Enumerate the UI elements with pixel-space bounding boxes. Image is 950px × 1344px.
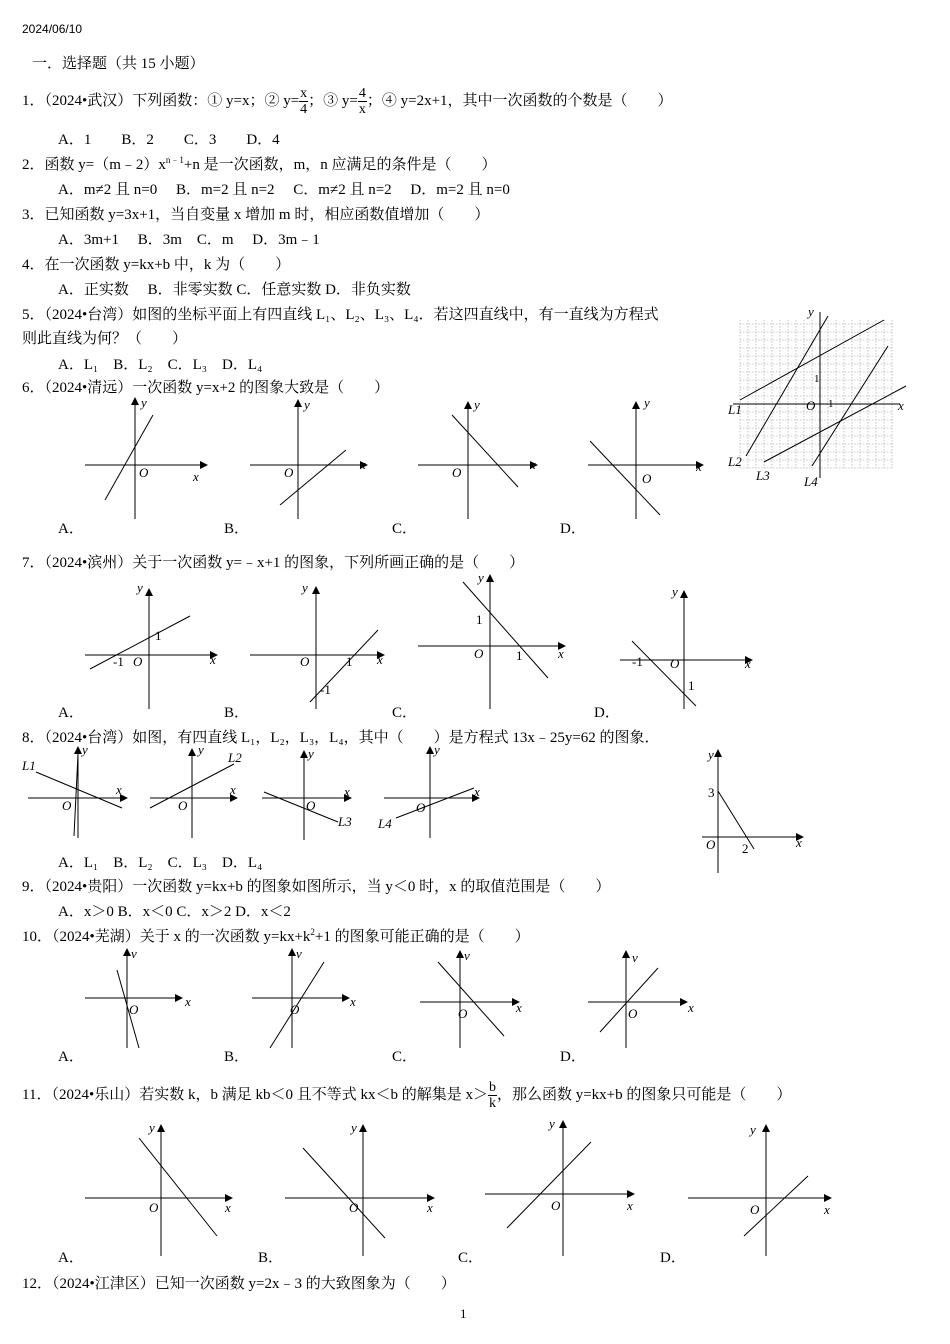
svg-text:y: y [708,747,714,762]
svg-text:x: x [474,784,480,799]
svg-text:y: y [644,395,650,410]
q7-graph-a [85,582,230,710]
q1-stem-b: ；③ y= [308,92,358,109]
q9-options: A．x＞0 B．x＜0 C．x＞2 D．x＜2 [58,904,291,920]
svg-text:L3: L3 [338,814,352,829]
svg-text:x: x [796,835,802,850]
q1-stem-a: 1．（2024•武汉）下列函数：① y=x；② y= [22,92,300,109]
svg-text:O: O [62,798,72,813]
svg-text:x: x [530,457,536,472]
svg-text:v: v [131,946,137,961]
q5-origin: O [806,398,816,413]
q11-graph-b [285,1118,445,1258]
q8-graph-L4 [378,744,488,839]
svg-text:v: v [464,948,470,963]
question-10: 10．（2024•芜湖）关于 x 的一次函数 $y=kx+k^2+1$ 的图象可能正确的是（ ） [22,927,530,945]
question-12: 12．（2024•江津区）已知一次函数 y=2x﹣3 的大致图象为（ ） [22,1276,456,1292]
svg-text:x: x [193,469,199,484]
question-7: 7．（2024•滨州）关于一次函数 y=﹣x+1 的图象，下列所画正确的是（ ） [22,555,525,571]
svg-text:O: O [628,1006,638,1021]
svg-text:v: v [296,946,302,961]
q6-label-a: A． [58,521,84,537]
svg-text:L4: L4 [378,816,392,831]
svg-text:O: O [349,1200,359,1215]
svg-text:O: O [139,465,149,480]
svg-text:y: y [750,1122,756,1137]
q5-line-L3 [764,386,906,462]
svg-text:y: y [478,570,484,585]
svg-text:O: O [670,656,680,671]
q9-graph [696,745,811,875]
svg-text:x: x [350,994,356,1009]
svg-text:L2: L2 [228,750,242,765]
q6-label-b: B． [224,521,250,537]
q9-x-intercept: 2 [742,841,749,856]
svg-text:y: y [82,742,88,757]
q10-label-b: B． [224,1049,250,1065]
q11-label-c: C． [458,1250,484,1266]
q5-label-L4: L4 [804,474,818,489]
svg-text:y: y [304,397,310,412]
svg-text:1: 1 [516,648,523,663]
svg-text:O: O [458,1006,468,1021]
q11-label-d: D． [660,1250,686,1266]
svg-text:y: y [198,742,204,757]
q1-options: A．1 B．2 C．3 D．4 [58,132,280,148]
q7-graph-b [250,582,395,710]
question-9: 9．（2024•贵阳）一次函数 y=kx+b 的图象如图所示，当 y＜0 时，x 的取值范围是（ ） [22,879,611,895]
svg-text:y: y [474,397,480,412]
q1-fraction-1: $\frac{x}{4}$ [300,86,308,117]
svg-text:O: O [133,654,143,669]
svg-text:x: x [516,1000,522,1015]
q11-fraction: $\frac{b}{k}$ [488,1080,496,1111]
q10-graph-c [418,944,533,1052]
q1-fraction-2: $\frac{4}{x}$ [358,86,366,117]
q6-graph-a [85,395,215,520]
question-11: 11．（2024•乐山）若实数 k，b 满足 kb＜0 且不等式 kx＜b 的解集是 x＞ $\frac{b}{k}$ ，那么函数 y=kx+b 的图象只可能是（ ） [22,1080,792,1111]
svg-text:y: y [141,395,147,410]
svg-text:-1: -1 [320,682,331,697]
svg-text:O: O [290,1002,300,1017]
q10-graph-d [588,944,703,1052]
q6-graph-c [418,395,548,520]
q5-y-label: y [808,304,814,319]
svg-text:O: O [178,798,188,813]
svg-text:1: 1 [688,678,695,693]
svg-text:x: x [225,1200,231,1215]
svg-text:-1: -1 [113,654,124,669]
svg-text:y: y [351,1120,357,1135]
q4-options: A．正实数 B．非零实数 C．任意实数 D．非负实数 [58,282,411,298]
svg-text:x: x [627,1198,633,1213]
question-2: 2．函数 $y=(m﹣2)x^{n﹣1}+n$ 是一次函数，m，n 应满足的条件是（ ） [22,155,497,173]
q5-options: A．L₁ B．L₂ C．L₃ D．L₄ [58,357,263,373]
svg-text:O: O [149,1200,159,1215]
question-5: 5．（2024•台湾）如图的坐标平面上有四直线 L₁、L₂、L₃、L₄．若这四直线中，有一直线为方程式 [22,307,659,323]
q7-label-b: B． [224,705,250,721]
q8-graph-L1 [22,744,132,839]
q5-label-L2: L2 [728,454,742,469]
svg-text:O: O [551,1198,561,1213]
question-4: 4．在一次函数 y=kx+b 中，k 为（ ） [22,257,291,273]
svg-text:y: y [434,742,440,757]
svg-text:x: x [185,994,191,1009]
q7-graph-d [620,586,765,710]
svg-text:x: x [745,656,751,671]
q2-options: A．m≠2 且 n=0 B．m=2 且 n=2 C．m≠2 且 n=2 D．m=2 且 n=0 [58,182,510,198]
q5-stem-2: 则此直线为何？（ ） [22,331,188,347]
svg-text:x: x [558,646,564,661]
q5-x-label: x [898,398,904,413]
svg-text:x: x [360,457,366,472]
svg-text:y: y [672,584,678,599]
q5-label-L1: L1 [728,402,742,417]
q7-label-a: A． [58,705,84,721]
svg-text:v: v [632,950,638,965]
svg-text:y: y [549,1116,555,1131]
q5-tick-1y: 1 [814,373,820,385]
svg-text:L1: L1 [22,758,36,773]
svg-text:O: O [642,471,652,486]
svg-text:y: y [149,1120,155,1135]
q5-grid [740,320,892,468]
svg-text:O: O [300,654,310,669]
q10-label-c: C． [392,1049,418,1065]
header-date: 2024/06/10 [22,22,83,36]
svg-text:y: y [302,580,308,595]
svg-text:O: O [474,646,484,661]
q5-line-L4 [812,346,888,466]
svg-text:1: 1 [155,628,162,643]
q10-label-d: D． [560,1049,586,1065]
q5-line-L2 [746,316,828,456]
question-8: 8．（2024•台湾）如图，有四直线 L₁，L₂，L₃，L₄，其中（ ）是方程式 13x﹣25y=62 的图象． [22,730,660,746]
section-title: 一．选择题（共 15 小题） [32,56,205,72]
svg-text:x: x [688,1000,694,1015]
question-1 [22,86,673,117]
q11-label-a: A． [58,1250,84,1266]
svg-text:x: x [824,1202,830,1217]
q7-label-d: D． [594,705,620,721]
svg-text:x: x [696,459,702,474]
svg-text:x: x [210,652,216,667]
q6-graph-b [250,395,380,520]
q11-graph-a [85,1118,245,1258]
q5-grid-graph [728,304,908,489]
q11-graph-c [485,1114,645,1258]
q8-graph-L2 [148,744,248,839]
q5-label-L3: L3 [756,468,770,483]
svg-text:y: y [137,580,143,595]
q6-label-c: C． [392,521,418,537]
svg-text:O: O [129,1002,139,1017]
q11-label-b: B． [258,1250,284,1266]
q10-graph-a [85,944,200,1052]
q7-label-c: C． [392,705,418,721]
page-number: 1 [460,1306,467,1321]
q6-graph-d [588,395,718,520]
q10-graph-b [250,944,365,1052]
q8-graph-L3 [262,748,362,843]
q7-graph-c [418,568,578,710]
svg-text:O: O [416,800,426,815]
svg-text:x: x [344,784,350,799]
svg-text:x: x [377,652,383,667]
svg-text:x: x [427,1200,433,1215]
q10-label-a: A． [58,1049,84,1065]
question-6: 6．（2024•清远）一次函数 y=x+2 的图象大致是（ ） [22,380,390,396]
svg-text:O: O [284,465,294,480]
svg-text:O: O [452,465,462,480]
q6-label-d: D． [560,521,586,537]
question-3: 3．已知函数 y=3x+1，当自变量 x 增加 m 时，相应函数值增加（ ） [22,207,490,223]
svg-text:1: 1 [346,654,353,669]
svg-text:1: 1 [476,612,483,627]
q3-options: A．3m+1 B．3m C．m D．3m﹣1 [58,232,320,248]
q1-stem-c: ；④ y=2x+1，其中一次函数的个数是（ ） [366,92,673,109]
svg-text:y: y [308,746,314,761]
svg-text:x: x [116,782,122,797]
svg-text:-1: -1 [632,654,643,669]
svg-text:x: x [230,782,236,797]
q11-graph-d [688,1118,848,1258]
svg-text:O: O [706,837,716,852]
q5-tick-1x: 1 [828,398,834,410]
svg-text:O: O [306,798,316,813]
q8-options: A．L₁ B．L₂ C．L₃ D．L₄ [58,855,263,871]
q9-y-intercept: 3 [708,785,715,800]
svg-text:O: O [750,1202,760,1217]
